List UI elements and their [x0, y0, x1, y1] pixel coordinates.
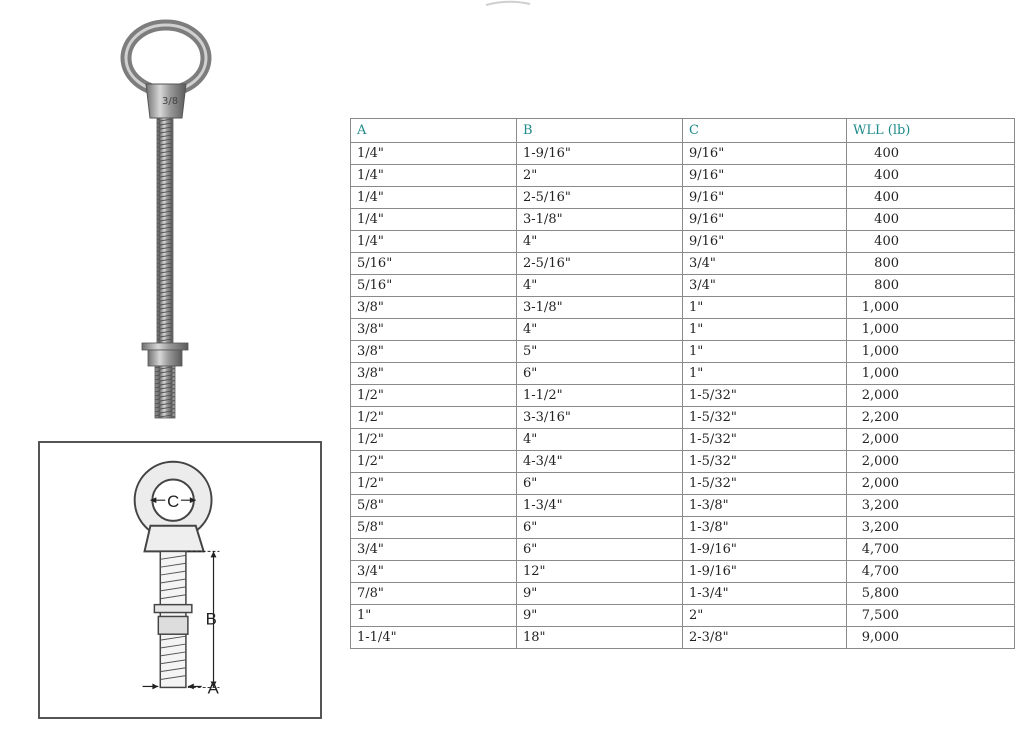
cell-wll-value: 400	[874, 146, 899, 161]
cell-b: 4"	[517, 429, 683, 451]
table-row	[351, 627, 1015, 649]
cell-b: 12"	[517, 561, 683, 583]
cell-c: 9/16"	[683, 209, 847, 231]
cell-c: 2-3/8"	[683, 627, 847, 649]
header-b: B	[517, 119, 683, 143]
cell-wll	[847, 385, 1015, 407]
cell-a: 1/2"	[351, 407, 517, 429]
cell-wll-value: 1,000	[861, 300, 899, 315]
cell-wll	[847, 275, 1015, 297]
cell-wll-value: 400	[874, 190, 899, 205]
spec-table	[350, 118, 1015, 649]
cell-b: 4-3/4"	[517, 451, 683, 473]
table-row	[351, 363, 1015, 385]
cell-a: 1/2"	[351, 451, 517, 473]
table-row	[351, 165, 1015, 187]
cell-wll-value: 800	[874, 256, 899, 271]
cell-a: 1/4"	[351, 231, 517, 253]
table-row	[351, 561, 1015, 583]
cell-a: 1/2"	[351, 473, 517, 495]
cell-wll-value: 9,000	[861, 630, 899, 645]
cell-b: 6"	[517, 517, 683, 539]
cell-wll-value: 3,200	[861, 520, 899, 535]
cell-wll-value: 5,800	[861, 586, 899, 601]
cell-wll	[847, 187, 1015, 209]
cell-c: 1-9/16"	[683, 539, 847, 561]
cell-wll	[847, 363, 1015, 385]
cell-c: 9/16"	[683, 187, 847, 209]
table-row	[351, 187, 1015, 209]
cell-a: 3/4"	[351, 539, 517, 561]
cell-b: 18"	[517, 627, 683, 649]
cell-wll	[847, 143, 1015, 165]
cell-c: 1"	[683, 363, 847, 385]
label-c: C	[167, 492, 180, 512]
cell-b: 6"	[517, 363, 683, 385]
cell-c: 1-3/8"	[683, 517, 847, 539]
table-row	[351, 253, 1015, 275]
cell-c: 1-5/32"	[683, 429, 847, 451]
table-row	[351, 231, 1015, 253]
cell-wll	[847, 561, 1015, 583]
cell-a: 1/4"	[351, 165, 517, 187]
cell-b: 3-1/8"	[517, 209, 683, 231]
cell-wll-value: 2,000	[861, 432, 899, 447]
table-row	[351, 539, 1015, 561]
cell-b: 9"	[517, 605, 683, 627]
cell-a: 1/4"	[351, 209, 517, 231]
cell-wll	[847, 517, 1015, 539]
header-c: C	[683, 119, 847, 143]
cell-c: 1"	[683, 319, 847, 341]
cell-wll	[847, 165, 1015, 187]
table-row	[351, 605, 1015, 627]
photo-stamp: 3/8	[162, 96, 179, 107]
cell-wll-value: 2,000	[861, 388, 899, 403]
cell-a: 5/16"	[351, 275, 517, 297]
cell-b: 1-9/16"	[517, 143, 683, 165]
cell-wll	[847, 451, 1015, 473]
table-row	[351, 297, 1015, 319]
cell-wll	[847, 297, 1015, 319]
cell-c: 1-5/32"	[683, 473, 847, 495]
cell-b: 3-1/8"	[517, 297, 683, 319]
top-mark	[478, 0, 538, 6]
dimension-drawing	[38, 441, 322, 719]
cell-b: 6"	[517, 539, 683, 561]
cell-c: 2"	[683, 605, 847, 627]
cell-b: 4"	[517, 275, 683, 297]
cell-a: 3/8"	[351, 319, 517, 341]
cell-c: 3/4"	[683, 253, 847, 275]
cell-b: 3-3/16"	[517, 407, 683, 429]
cell-wll	[847, 319, 1015, 341]
cell-c: 1"	[683, 341, 847, 363]
cell-wll-value: 400	[874, 212, 899, 227]
cell-c: 1-9/16"	[683, 561, 847, 583]
cell-wll-value: 2,200	[861, 410, 899, 425]
cell-wll-value: 4,700	[861, 564, 899, 579]
table-row	[351, 451, 1015, 473]
cell-a: 7/8"	[351, 583, 517, 605]
cell-a: 3/4"	[351, 561, 517, 583]
cell-c: 1-5/32"	[683, 385, 847, 407]
cell-b: 9"	[517, 583, 683, 605]
cell-a: 1-1/4"	[351, 627, 517, 649]
cell-wll	[847, 495, 1015, 517]
cell-wll-value: 1,000	[861, 344, 899, 359]
header-wll: WLL (lb)	[847, 119, 1015, 143]
cell-a: 3/8"	[351, 341, 517, 363]
cell-b: 2-5/16"	[517, 187, 683, 209]
table-row	[351, 319, 1015, 341]
cell-b: 2"	[517, 165, 683, 187]
cell-b: 4"	[517, 319, 683, 341]
cell-b: 6"	[517, 473, 683, 495]
cell-wll-value: 7,500	[861, 608, 899, 623]
cell-a: 3/8"	[351, 363, 517, 385]
cell-wll	[847, 429, 1015, 451]
label-b: B	[205, 609, 217, 629]
table-header-row	[351, 119, 1015, 143]
cell-wll-value: 1,000	[861, 366, 899, 381]
cell-a: 1"	[351, 605, 517, 627]
cell-a: 1/4"	[351, 187, 517, 209]
cell-b: 4"	[517, 231, 683, 253]
cell-c: 1-5/32"	[683, 407, 847, 429]
cell-c: 9/16"	[683, 143, 847, 165]
cell-wll-value: 400	[874, 168, 899, 183]
table-body	[351, 143, 1015, 649]
table-row	[351, 407, 1015, 429]
table-row	[351, 495, 1015, 517]
label-a: A	[207, 678, 219, 698]
cell-wll	[847, 583, 1015, 605]
cell-c: 1"	[683, 297, 847, 319]
cell-c: 3/4"	[683, 275, 847, 297]
cell-wll	[847, 341, 1015, 363]
cell-wll-value: 3,200	[861, 498, 899, 513]
table-row	[351, 341, 1015, 363]
cell-a: 5/8"	[351, 495, 517, 517]
cell-wll-value: 4,700	[861, 542, 899, 557]
cell-wll-value: 400	[874, 234, 899, 249]
table-row	[351, 517, 1015, 539]
cell-wll	[847, 253, 1015, 275]
cell-c: 9/16"	[683, 165, 847, 187]
table-row	[351, 275, 1015, 297]
cell-b: 5"	[517, 341, 683, 363]
cell-wll-value: 800	[874, 278, 899, 293]
cell-wll-value: 2,000	[861, 454, 899, 469]
cell-a: 1/2"	[351, 385, 517, 407]
cell-a: 3/8"	[351, 297, 517, 319]
cell-wll	[847, 627, 1015, 649]
cell-wll	[847, 209, 1015, 231]
cell-c: 9/16"	[683, 231, 847, 253]
cell-wll-value: 2,000	[861, 476, 899, 491]
table-row	[351, 209, 1015, 231]
cell-wll	[847, 231, 1015, 253]
eye-bolt-photo	[100, 18, 240, 428]
cell-b: 2-5/16"	[517, 253, 683, 275]
cell-a: 1/4"	[351, 143, 517, 165]
table-row	[351, 429, 1015, 451]
cell-c: 1-3/8"	[683, 495, 847, 517]
cell-b: 1-1/2"	[517, 385, 683, 407]
table-row	[351, 385, 1015, 407]
cell-c: 1-5/32"	[683, 451, 847, 473]
cell-wll	[847, 605, 1015, 627]
header-a: A	[351, 119, 517, 143]
cell-wll	[847, 407, 1015, 429]
cell-wll-value: 1,000	[861, 322, 899, 337]
cell-a: 1/2"	[351, 429, 517, 451]
cell-c: 1-3/4"	[683, 583, 847, 605]
table-row	[351, 473, 1015, 495]
cell-wll	[847, 539, 1015, 561]
cell-b: 1-3/4"	[517, 495, 683, 517]
table-row	[351, 583, 1015, 605]
table-row	[351, 143, 1015, 165]
cell-a: 5/8"	[351, 517, 517, 539]
cell-wll	[847, 473, 1015, 495]
cell-a: 5/16"	[351, 253, 517, 275]
